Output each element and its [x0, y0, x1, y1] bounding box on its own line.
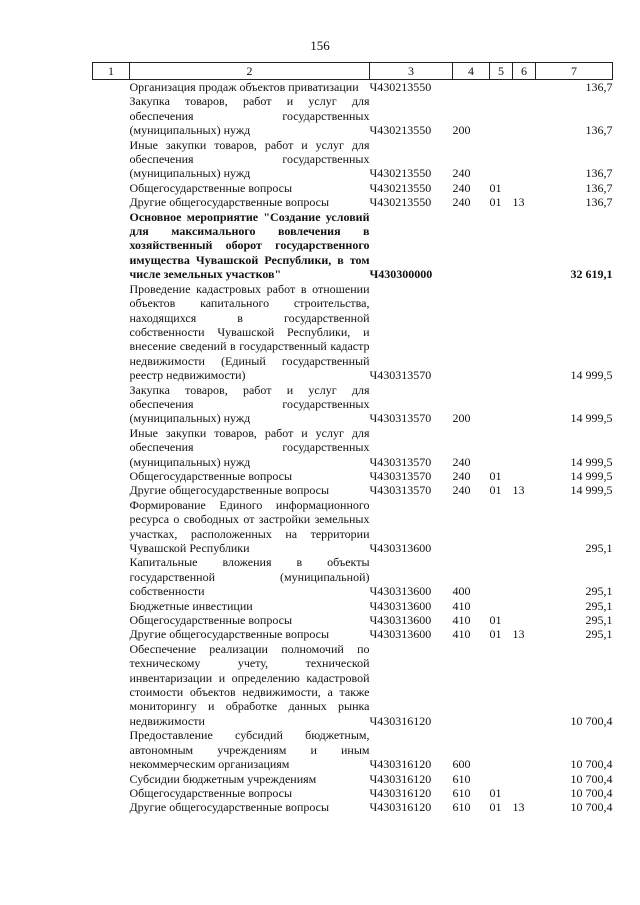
row-name-cell: Проведение кадастровых работ в отношении объектов капитального строительства, находящихся в государственной собственности Чувашской Республики, и внесение сведений в государственный кадастр недвижимости (Единый государственный реестр недвижимости) [129, 281, 370, 383]
row-name-cell: Общегосударственные вопросы [129, 468, 293, 483]
table-row [93, 599, 613, 613]
row-name-cell: Другие общегосударственные вопросы [129, 195, 330, 210]
row-expense-type-cell [453, 642, 490, 728]
row-code-cell: Ч430316120 [369, 771, 432, 786]
header-col-7: 7 [536, 63, 613, 80]
header-col-3: 3 [370, 63, 453, 80]
row-index-cell [93, 210, 130, 282]
row-code-cell: Ч430313570 [369, 368, 432, 383]
row-index-cell [93, 383, 130, 426]
row-amount-cell: 136,7 [585, 195, 613, 210]
row-name-cell: Иные закупки товаров, работ и услуг для обеспечения государственных (муниципальных) нужд [129, 425, 370, 469]
table-row [93, 627, 613, 641]
row-subsection-cell [513, 383, 536, 426]
row-code-cell: Ч430213550 [369, 195, 432, 210]
table-row [93, 181, 613, 195]
row-subsection-cell [513, 426, 536, 469]
row-index-cell [93, 772, 130, 786]
table-body [93, 80, 613, 815]
row-amount-cell: 14 999,5 [570, 468, 613, 483]
row-expense-type-cell: 410 [452, 613, 471, 628]
row-amount-cell: 10 700,4 [570, 713, 613, 728]
row-code-cell: Ч430213550 [369, 166, 432, 181]
row-subsection-cell [513, 138, 536, 181]
row-expense-type-cell: 400 [452, 584, 471, 599]
table-row [93, 138, 613, 181]
row-name-cell: Общегосударственные вопросы [129, 180, 293, 195]
header-col-4: 4 [453, 63, 490, 80]
table-row [93, 383, 613, 426]
row-name-cell: Закупка товаров, работ и услуг для обеспечения государственных (муниципальных) нужд [129, 382, 370, 426]
row-subsection-cell: 13 [512, 800, 525, 815]
row-section-cell [490, 138, 513, 181]
row-section-cell [490, 210, 513, 282]
row-section-cell: 01 [489, 627, 502, 642]
row-index-cell [93, 181, 130, 195]
row-expense-type-cell: 610 [452, 771, 471, 786]
row-amount-cell: 295,1 [585, 613, 613, 628]
row-index-cell [93, 786, 130, 800]
header-col-1: 1 [93, 63, 130, 80]
row-code-cell: Ч430213550 [369, 123, 432, 138]
row-code-cell: Ч430313570 [369, 454, 432, 469]
row-expense-type-cell [453, 282, 490, 383]
row-name-cell: Другие общегосударственные вопросы [129, 483, 330, 498]
row-expense-type-cell: 200 [452, 123, 471, 138]
table-row [93, 555, 613, 598]
row-subsection-cell: 13 [512, 483, 525, 498]
row-expense-type-cell [453, 498, 490, 556]
row-expense-type-cell: 410 [452, 598, 471, 613]
row-amount-cell: 32 619,1 [570, 267, 613, 282]
table-row [93, 800, 613, 814]
row-amount-cell: 14 999,5 [570, 483, 613, 498]
row-code-cell: Ч430313600 [369, 598, 432, 613]
row-subsection-cell [513, 728, 536, 771]
budget-table [92, 62, 613, 815]
row-name-cell: Другие общегосударственные вопросы [129, 627, 330, 642]
row-subsection-cell: 13 [512, 195, 525, 210]
row-amount-cell: 295,1 [585, 584, 613, 599]
row-amount-cell: 14 999,5 [570, 368, 613, 383]
table-row [93, 613, 613, 627]
row-section-cell: 01 [489, 613, 502, 628]
row-name-cell: Общегосударственные вопросы [129, 613, 293, 628]
row-index-cell [93, 800, 130, 814]
row-amount-cell: 295,1 [585, 627, 613, 642]
row-code-cell: Ч430316120 [369, 757, 432, 772]
row-amount-cell: 136,7 [585, 180, 613, 195]
row-subsection-cell [513, 786, 536, 800]
row-code-cell: Ч430313600 [369, 584, 432, 599]
table-row [93, 786, 613, 800]
row-index-cell [93, 469, 130, 483]
row-amount-cell: 14 999,5 [570, 411, 613, 426]
row-code-cell: Ч430313570 [369, 468, 432, 483]
header-col-6: 6 [513, 63, 536, 80]
row-index-cell [93, 94, 130, 137]
row-name-cell: Основное мероприятие "Создание условий для максимального вовлечения в хозяйственный оборот государственного имущества Чувашской Республики, в том числе земельных участков" [129, 209, 370, 282]
row-expense-type-cell: 240 [452, 180, 471, 195]
row-expense-type-cell: 240 [452, 454, 471, 469]
table-row [93, 728, 613, 771]
row-index-cell [93, 282, 130, 383]
row-code-cell: Ч430313600 [369, 627, 432, 642]
row-expense-type-cell: 610 [452, 785, 471, 800]
row-code-cell: Ч430313600 [369, 613, 432, 628]
row-expense-type-cell [453, 210, 490, 282]
row-index-cell [93, 426, 130, 469]
row-subsection-cell [513, 181, 536, 195]
row-code-cell: Ч430316120 [369, 785, 432, 800]
row-expense-type-cell: 240 [452, 166, 471, 181]
row-amount-cell: 10 700,4 [570, 785, 613, 800]
table-row [93, 94, 613, 137]
page-number: 156 [310, 38, 330, 53]
row-amount-cell: 14 999,5 [570, 454, 613, 469]
row-expense-type-cell: 240 [452, 195, 471, 210]
row-amount-cell: 10 700,4 [570, 771, 613, 786]
row-section-cell: 01 [489, 785, 502, 800]
table-row [93, 80, 613, 95]
row-subsection-cell [513, 94, 536, 137]
row-name-cell: Предоставление субсидий бюджетным, автономным учреждениям и иным некоммерческим организациям [129, 728, 370, 772]
table-row [93, 210, 613, 282]
row-section-cell [490, 642, 513, 728]
row-subsection-cell [513, 599, 536, 613]
row-section-cell [490, 555, 513, 598]
row-index-cell [93, 642, 130, 728]
row-index-cell [93, 498, 130, 556]
table-row [93, 469, 613, 483]
row-code-cell: Ч430316120 [369, 800, 432, 815]
row-code-cell: Ч430313600 [369, 541, 432, 555]
table-row [93, 282, 613, 383]
row-name-cell: Другие общегосударственные вопросы [129, 800, 330, 815]
row-code-cell: Ч430313570 [369, 483, 432, 498]
row-name-cell: Обеспечение реализации полномочий по техническому учету, технической инвентаризации и определению кадастровой стоимости объектов недвижимости, а также мониторингу и обработке данных рынка недвижимости [129, 641, 370, 728]
row-section-cell [490, 426, 513, 469]
row-section-cell [490, 498, 513, 556]
row-subsection-cell [513, 282, 536, 383]
row-expense-type-cell [453, 80, 490, 95]
row-name-cell: Бюджетные инвестиции [129, 598, 253, 613]
table-row [93, 426, 613, 469]
table-header [93, 63, 613, 80]
row-amount-cell: 136,7 [585, 80, 613, 94]
row-index-cell [93, 627, 130, 641]
table-row [93, 498, 613, 556]
row-code-cell: Ч430300000 [369, 267, 433, 282]
row-section-cell [490, 599, 513, 613]
row-subsection-cell [513, 555, 536, 598]
row-subsection-cell [513, 613, 536, 627]
row-name-cell: Организация продаж объектов приватизации [129, 80, 359, 94]
row-amount-cell: 10 700,4 [570, 800, 613, 815]
row-section-cell: 01 [489, 800, 502, 815]
row-index-cell [93, 728, 130, 771]
row-subsection-cell [513, 80, 536, 95]
row-section-cell: 01 [489, 468, 502, 483]
row-subsection-cell [513, 498, 536, 556]
row-expense-type-cell: 240 [452, 483, 471, 498]
row-amount-cell: 136,7 [585, 166, 613, 181]
row-subsection-cell [513, 772, 536, 786]
row-section-cell [490, 282, 513, 383]
row-name-cell: Иные закупки товаров, работ и услуг для обеспечения государственных (муниципальных) нужд [129, 137, 370, 181]
row-code-cell: Ч430213550 [369, 180, 432, 195]
row-section-cell: 01 [489, 180, 502, 195]
header-col-2: 2 [130, 63, 370, 80]
row-index-cell [93, 138, 130, 181]
table-row [93, 642, 613, 728]
row-amount-cell: 136,7 [585, 123, 613, 138]
header-col-5: 5 [490, 63, 513, 80]
row-section-cell: 01 [489, 195, 502, 210]
row-name-cell: Закупка товаров, работ и услуг для обеспечения государственных (муниципальных) нужд [129, 94, 370, 138]
row-expense-type-cell: 600 [452, 757, 471, 772]
row-section-cell [490, 94, 513, 137]
row-code-cell: Ч430316120 [369, 713, 432, 728]
row-index-cell [93, 80, 130, 95]
row-name-cell: Субсидии бюджетным учреждениям [129, 771, 317, 786]
row-section-cell [490, 772, 513, 786]
row-name-cell: Капитальные вложения в объекты государственной (муниципальной) собственности [129, 555, 370, 599]
row-subsection-cell [513, 210, 536, 282]
row-name-cell: Общегосударственные вопросы [129, 785, 293, 800]
row-index-cell [93, 599, 130, 613]
table-row [93, 772, 613, 786]
row-index-cell [93, 613, 130, 627]
row-section-cell [490, 80, 513, 95]
table-row [93, 195, 613, 209]
row-amount-cell: 295,1 [585, 541, 613, 555]
row-subsection-cell: 13 [512, 627, 525, 642]
row-section-cell: 01 [489, 483, 502, 498]
row-expense-type-cell: 200 [452, 411, 471, 426]
row-index-cell [93, 555, 130, 598]
row-expense-type-cell: 240 [452, 468, 471, 483]
row-amount-cell: 10 700,4 [570, 757, 613, 772]
row-code-cell: Ч430313570 [369, 411, 432, 426]
row-subsection-cell [513, 642, 536, 728]
row-expense-type-cell: 610 [452, 800, 471, 815]
row-index-cell [93, 195, 130, 209]
row-index-cell [93, 483, 130, 497]
row-amount-cell: 295,1 [585, 598, 613, 613]
row-subsection-cell [513, 469, 536, 483]
row-expense-type-cell: 410 [452, 627, 471, 642]
table-row [93, 483, 613, 497]
row-section-cell [490, 728, 513, 771]
row-name-cell: Формирование Единого информационного ресурса о свободных от застройки земельных участках, расположенных на территории Чувашской Республики [129, 497, 370, 555]
row-section-cell [490, 383, 513, 426]
row-code-cell: Ч430213550 [369, 80, 432, 94]
